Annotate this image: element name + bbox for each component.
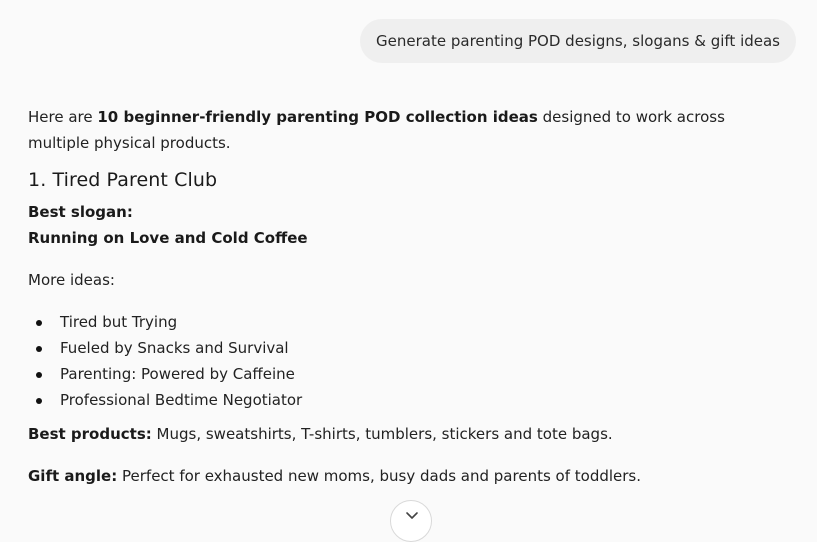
gift-angle-text: Perfect for exhausted new moms, busy dads and parents of toddlers. [117,467,642,485]
idea-text: Tired but Trying [60,313,178,331]
best-slogan-text: Running on Love and Cold Coffee [28,229,308,247]
intro-highlight: 10 beginner-friendly parenting POD collection ideas [97,108,538,126]
list-item [28,361,788,387]
idea-text: Fueled by Snacks and Survival [60,339,289,357]
list-item [28,335,788,361]
ideas-list [28,309,788,413]
gift-angle-line [28,463,788,489]
intro-prefix: Here are [28,108,98,126]
chevron-down-icon [404,507,420,523]
intro-suffix: designed to work across multiple physical products. [28,108,725,152]
bullet-icon [36,372,42,378]
bullet-icon [36,398,42,404]
user-message-bubble [360,19,796,63]
idea-text: Parenting: Powered by Caffeine [60,365,295,383]
section-heading: 1. Tired Parent Club [28,169,218,191]
best-products-text: Mugs, sweatshirts, T-shirts, tumblers, stickers and tote bags. [151,425,613,443]
gift-angle-label: Gift angle: [28,467,118,485]
idea-text: Professional Bedtime Negotiator [60,391,303,409]
list-item [28,387,788,413]
bullet-icon [36,320,42,326]
intro-paragraph [28,104,788,156]
best-products-label: Best products: [28,425,152,443]
best-products-line [28,421,788,447]
scroll-to-bottom-button[interactable] [390,500,432,542]
bullet-icon [36,346,42,352]
list-item [28,309,788,335]
user-message-text: Generate parenting POD designs, slogans & gift ideas [376,32,780,50]
best-slogan-label: Best slogan: [28,203,133,221]
more-ideas-label: More ideas: [28,271,115,289]
assistant-response [28,104,788,489]
